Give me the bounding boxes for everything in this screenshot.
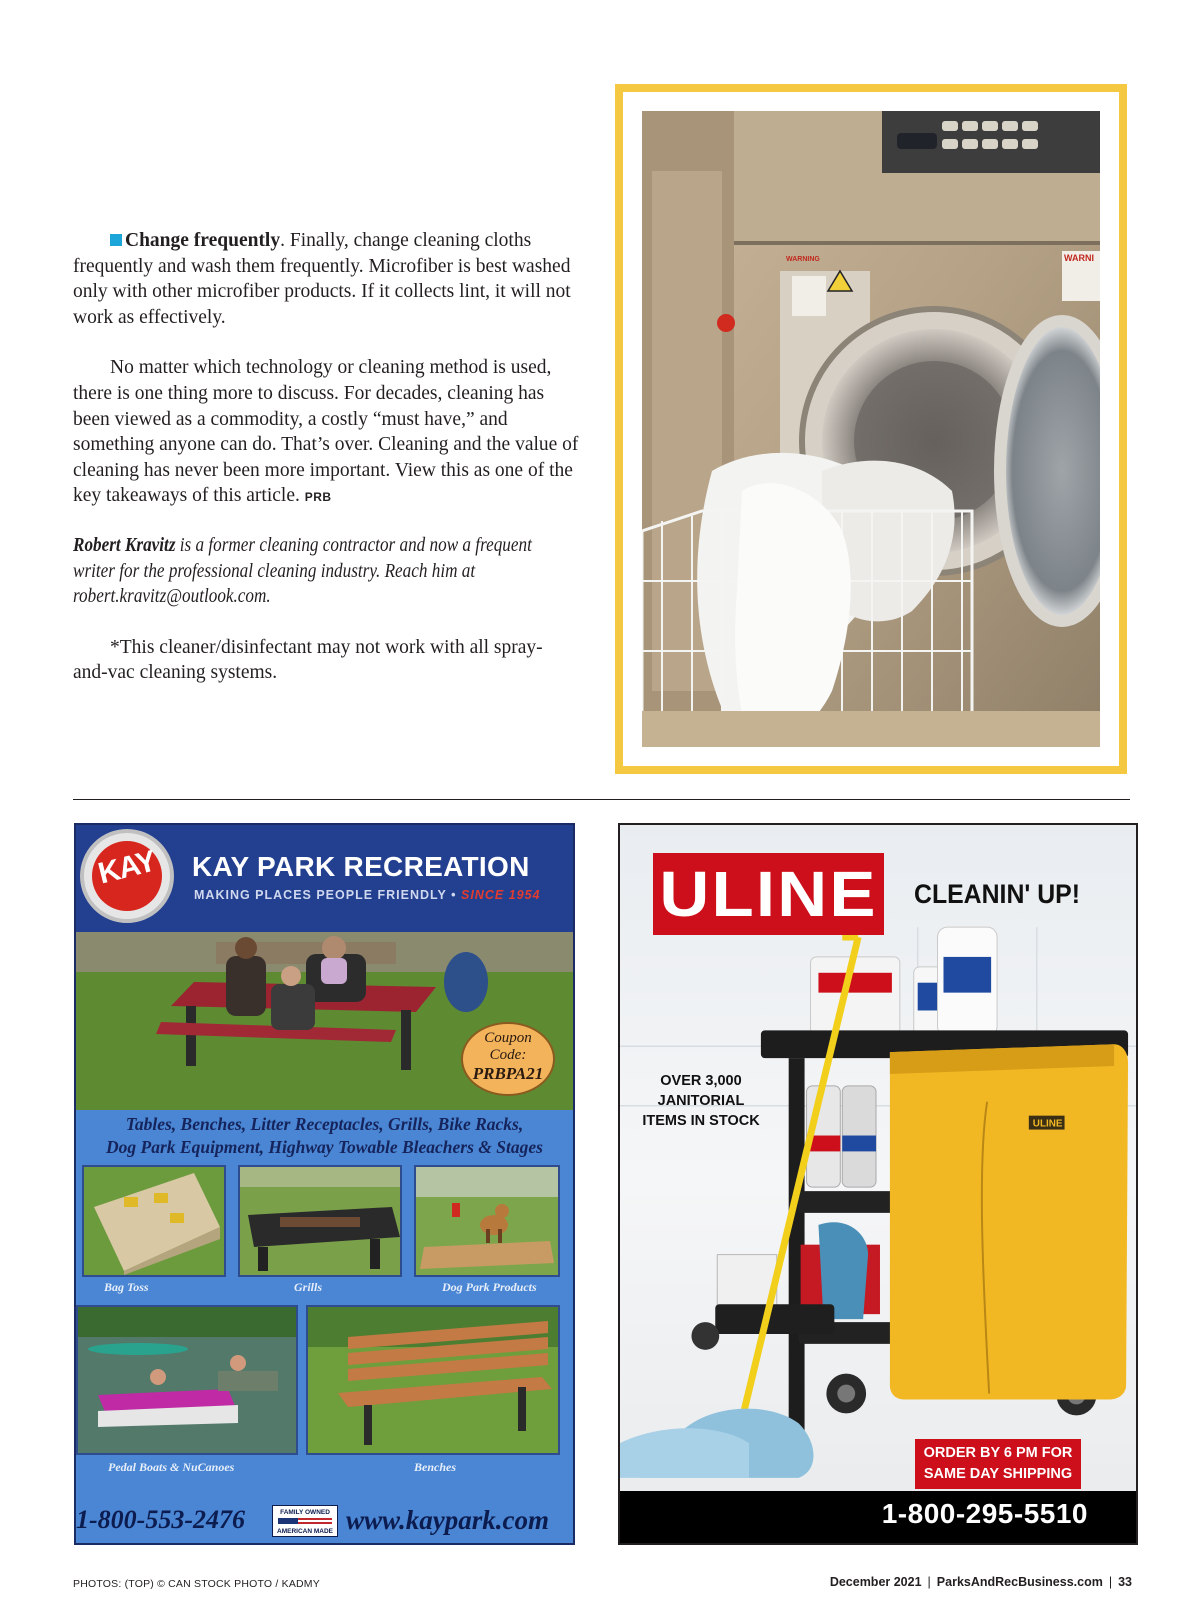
- kay-park-ad[interactable]: [74, 823, 575, 1545]
- uline-logo: [653, 853, 884, 935]
- family-owned-badge: [272, 1505, 338, 1537]
- pedal-boats-tile: [76, 1305, 298, 1455]
- coupon-code: PRBPA21: [472, 1064, 544, 1083]
- kay-logo: [80, 829, 174, 923]
- order-line: SAME DAY SHIPPING: [923, 1466, 1073, 1482]
- uline-stock-callout: [630, 1071, 772, 1131]
- page-number: 33: [1118, 1575, 1132, 1589]
- author-bio-text: is a former cleaning contractor and now a frequent writer for the professional cleaning industry. Reach him at robert.kravitz@outlook.com.: [73, 534, 532, 608]
- article-paragraph-closing: [73, 355, 581, 511]
- product-list-line: Tables, Benches, Litter Receptacles, Grills, Bike Racks,: [125, 1114, 524, 1134]
- author-name: Robert Kravitz: [73, 534, 176, 556]
- dog-park-illustration: [416, 1167, 558, 1275]
- folio-separator: |: [1108, 1575, 1113, 1589]
- kay-ad-title: KAY PARK RECREATION: [192, 851, 530, 882]
- grill-illustration: [240, 1167, 400, 1275]
- photo-frame: [615, 84, 1127, 774]
- square-bullet-icon: [110, 234, 122, 246]
- stock-line: JANITORIAL: [657, 1093, 745, 1109]
- tile-label-grills: Grills: [294, 1280, 323, 1294]
- kay-tagline-text: MAKING PLACES PEOPLE FRIENDLY •: [194, 888, 457, 902]
- kay-ad-footer: [76, 1499, 573, 1543]
- paragraph-lead: Change frequently: [125, 230, 281, 251]
- article-body: [73, 228, 581, 686]
- american-flag-icon: [278, 1518, 332, 1526]
- product-list-line: Dog Park Equipment, Highway Towable Bleachers & Stages: [106, 1137, 543, 1157]
- kay-ad-tagline: [194, 888, 540, 902]
- photo-credit: PHOTOS: (TOP) © CAN STOCK PHOTO / KADMY: [73, 1578, 320, 1590]
- grills-tile: [238, 1165, 402, 1277]
- same-day-shipping-badge: [915, 1439, 1081, 1489]
- tile-label-bag-toss: Bag Toss: [104, 1280, 149, 1294]
- machine-label-text: WARNING: [786, 256, 820, 263]
- order-line: ORDER BY 6 PM FOR: [923, 1445, 1073, 1461]
- bench-illustration: [308, 1307, 558, 1453]
- warning-label-text: WARNI: [1064, 253, 1094, 263]
- uline-phone-bar: [620, 1491, 1136, 1543]
- coupon-label-code: Code:: [489, 1047, 527, 1063]
- coupon-label: Coupon: [484, 1030, 532, 1046]
- laundry-machine-photo: [642, 111, 1100, 747]
- page-folio: [830, 1575, 1132, 1589]
- article-paragraph-change-frequently: [73, 228, 581, 330]
- badge-bottom-text: AMERICAN MADE: [277, 1528, 333, 1535]
- paragraph-text: . Finally, change cleaning cloths frequently and wash them frequently. Microfiber is best washed only with other microfiber products. If it collects lint, it will not work as effectively.: [73, 230, 571, 328]
- bag-toss-tile: [82, 1165, 226, 1277]
- kay-website-link[interactable]: www.kaypark.com: [346, 1505, 550, 1535]
- author-bio: [73, 533, 566, 610]
- site-name[interactable]: ParksAndRecBusiness.com: [936, 1575, 1103, 1589]
- kay-logo-text: KAY: [94, 844, 159, 891]
- kay-product-list: [76, 1113, 573, 1159]
- issue-date: December 2021: [829, 1575, 922, 1589]
- benches-tile: [306, 1305, 560, 1455]
- laundry-machine-illustration: [642, 111, 1100, 747]
- kay-phone-number[interactable]: 1-800-553-2476: [76, 1505, 245, 1534]
- folio-separator: |: [927, 1575, 931, 1589]
- uline-phone-number[interactable]: 1-800-295-5510: [881, 1498, 1088, 1529]
- badge-top-text: FAMILY OWNED: [280, 1509, 330, 1516]
- paragraph-text: No matter which technology or cleaning method is used, there is one thing more to discuss. For decades, cleaning has been viewed as a commodity, a costly “must have,” and something anyone can do. That’s over. Cleaning and the value of cleaning has never been more important. View this as one of the key takeaways of this article.: [73, 357, 579, 507]
- section-divider: [73, 799, 1130, 800]
- tile-label-dog-park: Dog Park Products: [442, 1280, 537, 1294]
- kay-ad-header: [76, 825, 573, 932]
- article-footnote: *This cleaner/disinfectant may not work with all spray-and-vac cleaning systems.: [73, 636, 543, 684]
- pedal-boat-illustration: [78, 1307, 296, 1453]
- stock-line: ITEMS IN STOCK: [642, 1113, 760, 1129]
- bag-label-text: ULINE: [1032, 1118, 1063, 1130]
- picnic-table-photo: [76, 932, 573, 1110]
- tile-label-benches: Benches: [414, 1460, 456, 1474]
- dog-park-tile: [414, 1165, 560, 1277]
- uline-slogan: CLEANIN' UP!: [914, 879, 1080, 909]
- end-mark: PRB: [304, 490, 332, 505]
- bag-toss-illustration: [84, 1167, 224, 1275]
- uline-logo-text: ULINE: [659, 858, 878, 930]
- janitorial-cart-illustration: [620, 925, 1136, 1480]
- tile-label-pedal-boats: Pedal Boats & NuCanoes: [108, 1460, 235, 1474]
- kay-since-text: SINCE 1954: [460, 888, 541, 902]
- coupon-code-badge: [461, 1022, 555, 1096]
- stock-line: OVER 3,000: [660, 1073, 742, 1089]
- uline-ad[interactable]: [618, 823, 1138, 1545]
